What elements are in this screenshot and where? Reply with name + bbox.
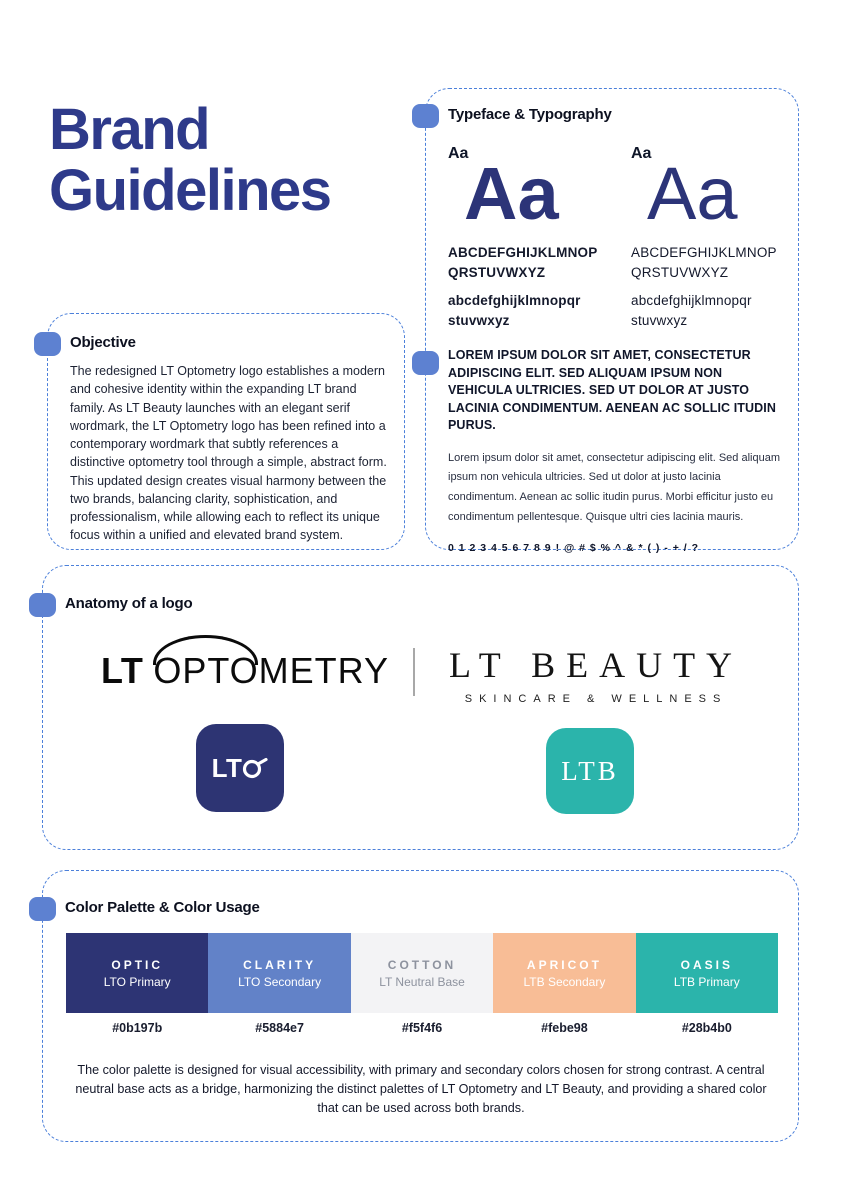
section-bullet-icon — [412, 351, 439, 375]
color-heading: Color Palette & Color Usage — [65, 899, 260, 916]
color-swatch-cotton: COTTON LT Neutral Base — [351, 933, 493, 1013]
color-swatch-oasis: OASIS LTB Primary — [636, 933, 778, 1013]
lt-optometry-wordmark: LT OPTOMETRY — [101, 650, 389, 692]
type-sample-block — [448, 347, 786, 554]
specimen-lowercase: abcdefghijklmnopqr stuvwxyz — [631, 293, 752, 328]
typeface-specimen-primary — [448, 145, 620, 331]
page-title — [49, 97, 331, 223]
color-swatch-clarity: CLARITY LTO Secondary — [208, 933, 350, 1013]
specimen-uppercase: ABCDEFGHIJKLMNOP QRSTUVWXYZ — [631, 245, 777, 280]
specimen-label: Aa — [631, 145, 652, 162]
typography-heading: Typeface & Typography — [448, 106, 612, 123]
lto-app-badge: LT — [196, 724, 284, 812]
hex-label: #28b4b0 — [681, 1021, 732, 1035]
section-bullet-icon — [29, 593, 56, 617]
lt-beauty-wordmark: LT BEAUTY SKINCARE & WELLNESS — [449, 645, 744, 705]
ltb-app-badge: LTB — [546, 728, 634, 814]
swatch-row — [66, 933, 778, 1013]
objective-body: The redesigned LT Optometry logo establishes a modern and cohesive identity within the expanding LT brand family. As LT Beauty launches with an elegant serif wordmark, the LT Optometry logo has been refined into a contemporary wordmark that subtly references a distinctive optometry tool through a simple, abstract form. This updated design creates visual harmony between the two brands, balancing clarity, sophistication, and professionalism, while allowing each to reflect its unique focus within a unified and elevated brand system. — [70, 364, 387, 543]
specimen-display: Aa — [464, 152, 559, 235]
hex-label: #5884e7 — [255, 1021, 304, 1035]
hex-row — [66, 1021, 778, 1035]
character-set: 0 1 2 3 4 5 6 7 8 9 ! @ # $ % ^ & * ( ) - + / ? — [448, 541, 699, 554]
logo-row — [101, 624, 751, 705]
hex-label: #f5f4f6 — [401, 1021, 443, 1035]
anatomy-heading: Anatomy of a logo — [65, 595, 193, 612]
specimen-display: Aa — [647, 152, 738, 235]
monocle-o-icon — [242, 756, 268, 780]
section-bullet-icon — [34, 332, 61, 356]
page-title-line2: Guidelines — [49, 157, 331, 223]
page-title-line1: Brand — [49, 97, 210, 162]
color-panel — [42, 870, 799, 1142]
typeface-specimen-secondary — [631, 145, 803, 331]
hex-label: #0b197b — [112, 1021, 163, 1035]
specimen-lowercase: abcdefghijklmnopqr stuvwxyz — [448, 293, 581, 328]
lorem-body: Lorem ipsum dolor sit amet, consectetur adipiscing elit. Sed aliquam ipsum non vehicula ultricies. Sed ut dolor at justo lacinia condimentum. Aenean ac sollic itudin purus. Morbi efficitur justo eu condimentum pellentesque. Quisque ultri cies lacinia mauris. — [448, 451, 780, 523]
lorem-heading: LOREM IPSUM DOLOR SIT AMET, CONSECTETUR ADIPISCING ELIT. SED ALIQUAM IPSUM NON VEHICULA ULTRICIES. SED UT DOLOR AT JUSTO LACINIA CONDIMENTUM. AENEAN AC SOLLIC ITUDIN PURUS. — [448, 348, 776, 432]
palette-description: The color palette is designed for visual accessibility, with primary and secondary colors chosen for strong contrast. A central neutral base acts as a bridge, harmonizing the distinct palettes of LT Optometry and LT Beauty, and providing a shared color that can be used across both brands. — [75, 1063, 767, 1115]
color-swatch-apricot: APRICOT LTB Secondary — [493, 933, 635, 1013]
typography-panel — [425, 88, 799, 554]
section-bullet-icon — [412, 104, 439, 128]
specimen-uppercase: ABCDEFGHIJKLMNOP QRSTUVWXYZ — [448, 245, 598, 280]
objective-panel — [47, 313, 405, 550]
color-swatch-optic: OPTIC LTO Primary — [66, 933, 208, 1013]
eyeglass-arc-icon — [153, 635, 258, 665]
section-bullet-icon — [29, 897, 56, 921]
objective-heading: Objective — [70, 334, 136, 351]
anatomy-panel — [42, 565, 799, 850]
specimen-label: Aa — [448, 145, 469, 162]
logo-divider — [413, 648, 415, 696]
hex-label: #febe98 — [541, 1021, 588, 1035]
